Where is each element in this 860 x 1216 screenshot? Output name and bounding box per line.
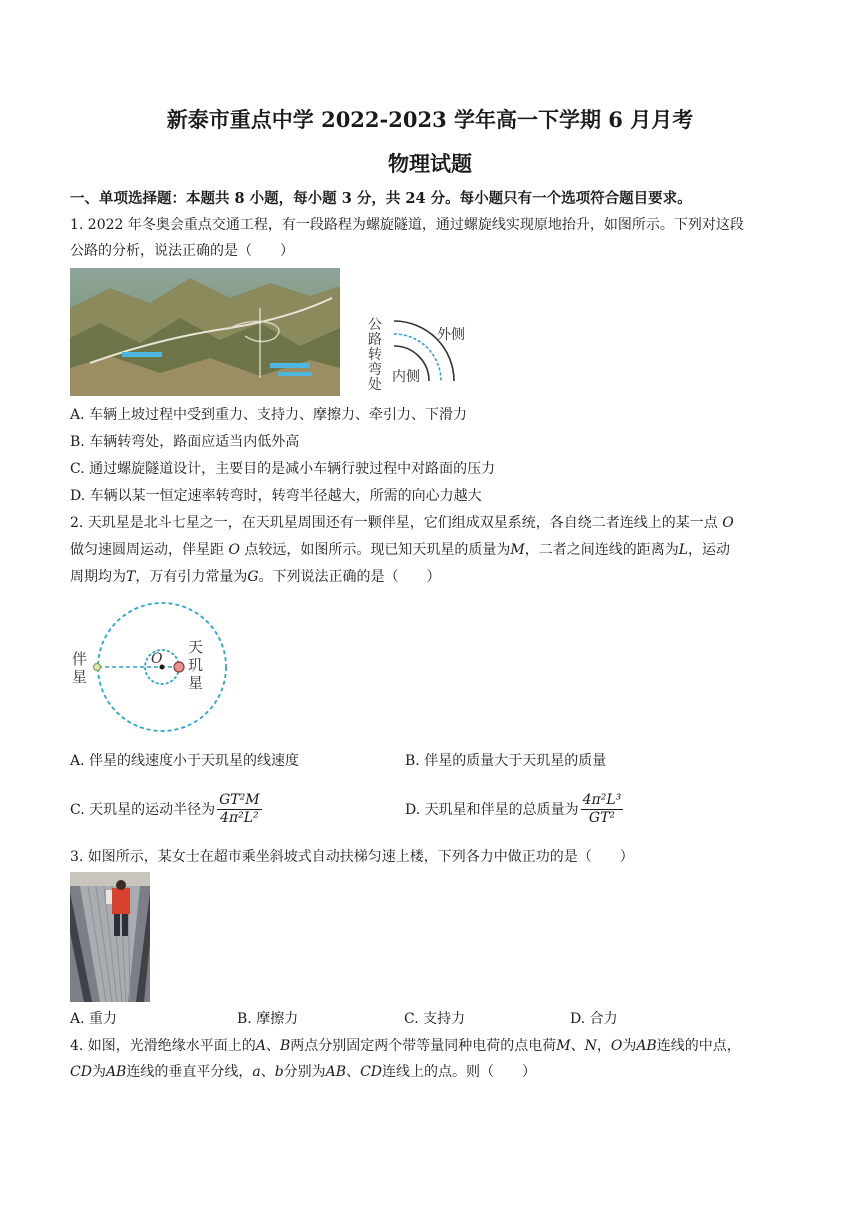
- q4-text-line2: CD为AB连线的垂直平分线，a、b分别为AB、CD连线上的点。则（ ）: [70, 1064, 537, 1080]
- q2-option-a: A. 伴星的线速度小于天玑星的线速度: [70, 753, 300, 769]
- q2-text-line3: 周期均为T，万有引力常量为G。下列说法正确的是（ ）: [70, 569, 441, 585]
- inner-side-label: 内侧: [392, 369, 420, 385]
- road-turn-label: 公路转弯处: [368, 317, 382, 393]
- q1-text-line2: 公路的分析，说法正确的是（ ）: [70, 243, 294, 259]
- binary-star-diagram: [70, 600, 240, 740]
- q3-option-a: A. 重力: [70, 1011, 118, 1027]
- page-subtitle: 物理试题: [388, 151, 472, 176]
- q1-option-c: C. 通过螺旋隧道设计，主要目的是减小车辆行驶过程中对路面的压力: [70, 461, 496, 477]
- q2-text-line2: 做匀速圆周运动，伴星距 O 点较远，如图所示。现已知天玑星的质量为M，二者之间连线的距离为L，运动: [70, 542, 731, 558]
- q3-option-d: D. 合力: [570, 1011, 618, 1027]
- q1-option-d: D. 车辆以某一恒定速率转弯时，转弯半径越大，所需的向心力越大: [70, 488, 482, 504]
- q3-option-c: C. 支持力: [404, 1011, 466, 1027]
- dubhe-star-label: 天玑星: [188, 638, 204, 692]
- q2-option-b: B. 伴星的质量大于天玑星的质量: [405, 753, 607, 769]
- q3-option-b: B. 摩擦力: [237, 1011, 299, 1027]
- option-d-fraction: $\frac{\text{4π²L³}}{\text{GT²}}$: [582, 792, 622, 826]
- q1-text-line1: 1. 2022 年冬奥会重点交通工程，有一段路程为螺旋隧道，通过螺旋线实现原地抬升，如图所示。下列对这段: [70, 217, 744, 233]
- companion-star-label: 伴星: [72, 650, 88, 686]
- outer-side-label: 外侧: [437, 327, 465, 343]
- section-heading: 一、单项选择题：本题共 8 小题，每小题 3 分，共 24 分。每小题只有一个选项符合题目要求。: [70, 190, 692, 207]
- page-title: 新泰市重点中学 2022-2023 学年高一下学期 6 月月考: [166, 107, 694, 132]
- escalator-photo: [70, 872, 150, 1002]
- q1-option-a: A. 车辆上坡过程中受到重力、支持力、摩擦力、牵引力、下滑力: [70, 407, 468, 423]
- option-c-fraction: $\frac{\text{GT²M}}{\text{4π²L²}}$: [219, 792, 260, 826]
- center-o-label: O: [151, 651, 163, 667]
- spiral-tunnel-photo: [70, 268, 340, 396]
- q1-option-b: B. 车辆转弯处，路面应适当内低外高: [70, 434, 300, 450]
- q3-text-line1: 3. 如图所示，某女士在超市乘坐斜坡式自动扶梯匀速上楼，下列各力中做正功的是（ ）: [70, 849, 634, 865]
- q4-text-line1: 4. 如图，光滑绝缘水平面上的A、B两点分别固定两个带等量同种电荷的点电荷M、N，O为AB连线的中点，: [70, 1038, 741, 1054]
- q2-option-c: C. 天玑星的运动半径为 $\frac{\text{GT²M}}{\text{4π²L²}}$: [70, 792, 260, 826]
- q2-text-line1: 2. 天玑星是北斗七星之一，在天玑星周围还有一颗伴星，它们组成双星系统，各自绕二者连线上的某一点 O: [70, 515, 734, 531]
- q2-option-d: D. 天玑星和伴星的总质量为 $\frac{\text{4π²L³}}{\text{GT²}}$: [405, 792, 622, 826]
